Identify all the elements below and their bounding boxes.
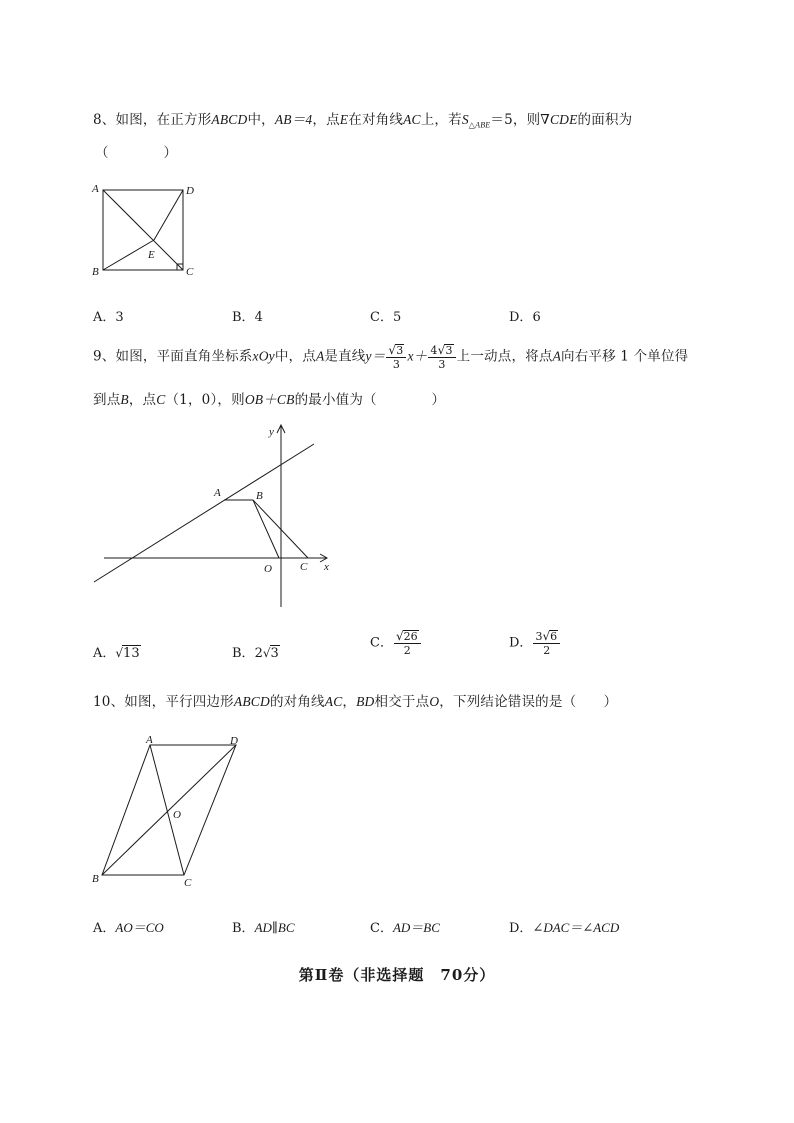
section-ii-title: 第Ⅱ卷（非选择题 70分） bbox=[298, 966, 496, 984]
question-10-text: 10、如图，平行四边形ABCD的对角线AC，BD相交于点O，下列结论错误的是（ ） bbox=[93, 694, 618, 710]
q10-option-b[interactable]: B．AD∥BC bbox=[232, 920, 295, 936]
label-B: B bbox=[256, 490, 263, 502]
label-E: E bbox=[148, 249, 155, 261]
q10-option-c[interactable]: C．AD＝BC bbox=[370, 920, 440, 936]
question-9-text-line2: 到点B，点C（1，0），则OB＋CB的最小值为（ ） bbox=[93, 392, 446, 408]
label-O: O bbox=[173, 809, 181, 821]
label-C: C bbox=[184, 877, 192, 889]
q8-option-c[interactable]: C．5 bbox=[370, 310, 402, 325]
question-9-text-line1: 9、如图，平面直角坐标系xOy中，点A是直线y＝ $\frac{√3}{3}$ x＋ $\frac{4√3}{3}$ 上一动点，将点A向右平移 1 个单位得 bbox=[93, 343, 689, 371]
label-A: A bbox=[92, 183, 99, 195]
label-x-axis: x bbox=[324, 561, 329, 573]
question-8-answer-paren: （ ） bbox=[95, 145, 178, 161]
label-A: A bbox=[146, 734, 153, 746]
label-D: D bbox=[230, 735, 238, 747]
figure-parallelogram-abcd bbox=[88, 730, 248, 895]
label-y-axis: y bbox=[269, 426, 274, 438]
figure-coordinate-plane bbox=[88, 420, 348, 615]
label-C: C bbox=[186, 266, 194, 278]
label-A: A bbox=[214, 487, 221, 499]
q9-option-a[interactable]: A．√13 bbox=[93, 646, 140, 661]
q10-option-a[interactable]: A．AO＝CO bbox=[93, 920, 164, 936]
label-B: B bbox=[92, 266, 99, 278]
label-C: C bbox=[300, 561, 308, 573]
q8-option-b[interactable]: B．4 bbox=[232, 310, 263, 325]
q9-option-b[interactable]: B．2√3 bbox=[232, 646, 279, 661]
q10-option-d[interactable]: D．∠DAC＝∠ACD bbox=[509, 920, 620, 936]
q8-option-a[interactable]: A．3 bbox=[93, 310, 124, 325]
fraction-sqrt3-over-3: $\frac{√3}{3}$ bbox=[386, 344, 406, 370]
q9-option-d[interactable]: D． $\frac{3√6}{2}$ bbox=[509, 630, 561, 656]
label-B: B bbox=[92, 873, 99, 885]
label-O: O bbox=[264, 563, 272, 575]
figure-square-abcd bbox=[88, 180, 208, 280]
q8-option-d[interactable]: D．6 bbox=[509, 310, 541, 325]
question-8-text: 8、如图，在正方形ABCD中，AB＝4，点E在对角线AC上，若$S_{\triangle ABE}=5$，则∇CDE的面积为 bbox=[93, 112, 633, 130]
fraction-4sqrt3-over-3: $\frac{4√3}{3}$ bbox=[428, 344, 455, 370]
label-D: D bbox=[186, 185, 194, 197]
q9-option-c[interactable]: C． $\frac{√26}{2}$ bbox=[370, 630, 422, 656]
